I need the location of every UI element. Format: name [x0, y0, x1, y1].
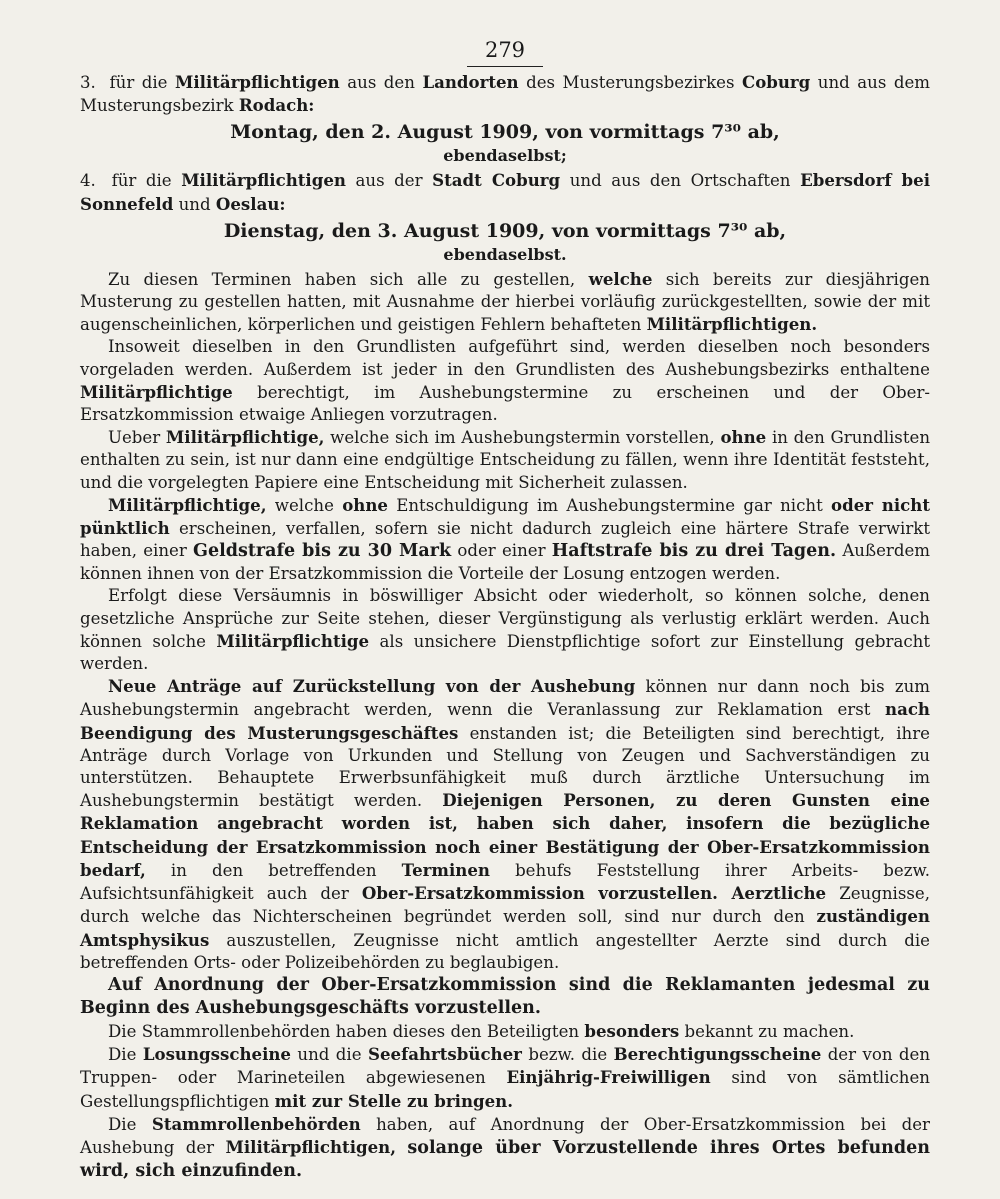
paragraph-identity: Ueber Militärpflichtige, welche sich im Aushebungstermin vorstellen, ohne in den Grundlisten enthalten zu sein, ist nur dann eine endgültige Entscheidung zu fällen, wenn ihre Identität feststeht, und die vorgelegten Papiere eine Entscheidung mit Sicherheit zulassen.: [80, 427, 931, 492]
paragraph-authorities: Die Stammrollenbehörden haben, auf Anordnung der Ober-Ersatzkommission bei der Aushebung der Militärpflichtigen, solange über Vorzustellende ihres Ortes befunden wird, sich einzufinden.: [80, 1113, 930, 1181]
paragraph-attendance: Zu diesen Terminen haben sich alle zu gestellen, welche sich bereits zur diesjährigen Musterung zu gestellen hatten, mit Ausnahme der hierbei vorläufig zurückgestellten, sowie der mit augenscheinlichen, körperlichen und geistigen Fehlern behafteten Militärpflichtigen.: [80, 268, 930, 335]
paragraph-announcement: Die Stammrollenbehörden haben dieses den Beteiligten besonders bekannt zu machen.: [108, 1020, 855, 1041]
paragraph-reclamants-notice: Auf Anordnung der Ober-Ersatzkommission sind die Reklamanten jedesmal zu Beginn des Aushebungsgeschäfts vorzustellen.: [80, 974, 930, 1018]
paragraph-repeat-offence: Erfolgt diese Versäumnis in böswilliger Absicht oder wiederholt, so können solche, denen gesetzliche Ansprüche zur Seite stehen, dieser Vergünstigung als verlustig erklärt werden. Auch können solche Militärpflichtige als unsichere Dienstpflichtige sofort zur Einstellung gebracht werden.: [80, 586, 930, 674]
paragraph-new-applications: Neue Anträge auf Zurückstellung von der Aushebung können nur dann noch bis zum Aushebungstermin angebracht werden, wenn die Veranlassung zur Reklamation erst nach Beendigung des Musterungsgeschäftes enstanden ist; die Beteiligten sind berechtigt, ihre Anträge durch Vorlage von Urkunden und Stellung von Zeugen und Sachverständigen zu unterstützen. Behauptete Erwerbsunfähigkeit muß durch ärztliche Untersuchung im Aushebungstermin bestätigt werden. Diejenigen Personen, zu deren Gunsten eine Reklamation angebracht worden ist, haben sich daher, insofern die bezügliche Entscheidung der Ersatzkommission noch einer Bestätigung der Ober-Ersatzkommission bedarf, in den betreffenden Terminen behufs Feststellung ihrer Arbeits- bezw. Aufsichtsunfähigkeit auch der Ober-Ersatzkommission vorzustellen. Aerztliche Zeugnisse, durch welche das Nichterscheinen begründet werden soll, sind nur durch den zuständigen Amtsphysikus auszustellen, Zeugnisse nicht amtlich angestellter Aerzte sind durch die betreffenden Orts- oder Polizeibehörden zu beglaubigen.: [80, 676, 931, 972]
list-item-3: 3. für die Militärpflichtigen aus den Landorten des Musterungsbezirkes Coburg und aus dem Musterungsbezirk Rodach:: [80, 72, 930, 116]
paragraph-summons: Insoweit dieselben in den Grundlisten aufgeführt sind, werden dieselben noch besonders vorgeladen werden. Außerdem ist jeder in den Grundlisten des Aushebungsbezirks enthaltene Militärpflichtige berechtigt, im Aushebungstermine zu erscheinen und der Ober-Ersatzkommission etwaige Anliegen vorzutragen.: [80, 337, 931, 425]
page-number: 279: [80, 38, 930, 67]
appointment-place-3: ebendaselbst;: [443, 146, 567, 166]
list-item-4: 4. für die Militärpflichtigen aus der Stadt Coburg und aus den Ortschaften Ebersdorf bei Sonnefeld und Oeslau:: [80, 170, 931, 214]
appointment-place-4: ebendaselbst.: [443, 244, 567, 264]
paragraph-penalties: Militärpflichtige, welche ohne Entschuldigung im Aushebungstermine gar nicht oder nicht pünktlich erscheinen, verfallen, sofern sie nicht dadurch zugleich eine härtere Strafe verwirkt haben, einer Geldstrafe bis zu 30 Mark oder einer Haftstrafe bis zu drei Tagen. Außerdem können ihnen von der Ersatzkommission die Vorteile der Losung entzogen werden.: [80, 494, 931, 584]
paragraph-documents: Die Losungsscheine und die Seefahrtsbücher bezw. die Berechtigungsscheine der von den Truppen- oder Marineteilen abgewiesenen Einjährig-Freiwilligen sind von sämtlichen Gestellungspflichtigen mit zur Stelle zu bringen.: [80, 1044, 931, 1111]
appointment-date-4: Dienstag, den 3. August 1909, von vormittags 7³⁰ ab,: [223, 219, 787, 242]
appointment-date-3: Montag, den 2. August 1909, von vormittags 7³⁰ ab,: [230, 121, 780, 144]
